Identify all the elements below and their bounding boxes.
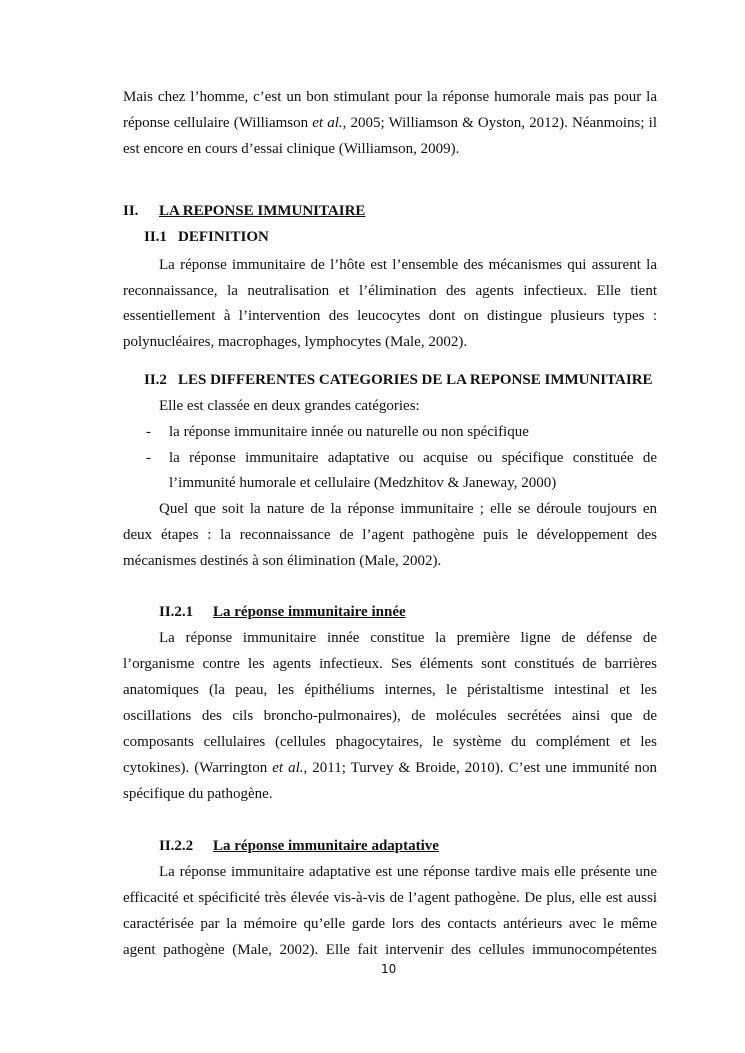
heading-title: LES DIFFERENTES CATEGORIES DE LA REPONSE IMMUNITAIRE bbox=[178, 372, 653, 388]
heading-title: DEFINITION bbox=[178, 229, 269, 245]
paragraph-line: réponse cellulaire (Williamson et al., 2005; Williamson & Oyston, 2012). Néanmoins; il bbox=[123, 115, 657, 131]
paragraph-line: mécanismes destinés à son élimination (Male, 2002). bbox=[123, 553, 442, 569]
paragraph-line: caractérisée par la mémoire qu’elle garde lors des contacts antérieurs avec le même bbox=[123, 916, 657, 932]
paragraph-line: spécifique du pathogène. bbox=[123, 786, 273, 802]
page-number: 10 bbox=[381, 962, 397, 976]
paragraph-line: La réponse immunitaire adaptative est une réponse tardive mais elle présente une bbox=[159, 864, 657, 880]
bullet-marker: - bbox=[146, 424, 151, 440]
paragraph-line: deux étapes : la reconnaissance de l’agent pathogène puis le développement des bbox=[123, 527, 657, 543]
bullet-marker: - bbox=[146, 450, 151, 466]
heading-title: La réponse immunitaire innée bbox=[213, 604, 406, 620]
heading-number: II.2.1 bbox=[159, 604, 194, 620]
paragraph-line: l’immunité humorale et cellulaire (Medzhitov & Janeway, 2000) bbox=[169, 475, 557, 491]
paragraph-line: Elle est classée en deux grandes catégories: bbox=[159, 398, 420, 414]
paragraph-line: agent pathogène (Male, 2002). Elle fait intervenir des cellules immunocompétentes bbox=[123, 942, 657, 958]
heading-number: II. bbox=[123, 203, 139, 219]
heading-number: II.2.2 bbox=[159, 838, 194, 854]
paragraph-line: cytokines). (Warrington et al., 2011; Turvey & Broide, 2010). C’est une immunité non bbox=[123, 760, 657, 776]
paragraph-line: reconnaissance, la neutralisation et l’élimination des agents infectieux. Elle tient bbox=[123, 283, 657, 299]
paragraph-line: essentiellement à l’intervention des leucocytes dont on distingue plusieurs types : bbox=[123, 308, 657, 324]
paragraph-line: La réponse immunitaire innée constitue la première ligne de défense de bbox=[159, 630, 657, 646]
paragraph-line: l’organisme contre les agents infectieux. Ses éléments sont constitués de barrières bbox=[123, 656, 657, 672]
paragraph-line: polynucléaires, macrophages, lymphocytes (Male, 2002). bbox=[123, 334, 468, 350]
paragraph-line: est encore en cours d’essai clinique (Williamson, 2009). bbox=[123, 141, 460, 157]
paragraph-line: la réponse immunitaire innée ou naturelle ou non spécifique bbox=[169, 424, 529, 440]
heading-number: II.1 bbox=[144, 229, 167, 245]
paragraph-line: composants cellulaires (cellules phagocytaires, le système du complément et les bbox=[123, 734, 657, 750]
paragraph-line: la réponse immunitaire adaptative ou acquise ou spécifique constituée de bbox=[169, 450, 657, 466]
paragraph-line: La réponse immunitaire de l’hôte est l’ensemble des mécanismes qui assurent la bbox=[159, 257, 657, 273]
paragraph-line: Mais chez l’homme, c’est un bon stimulant pour la réponse humorale mais pas pour la bbox=[123, 89, 657, 105]
paragraph-line: oscillations des cils broncho-pulmonaires), de molécules secrétées ainsi que de bbox=[123, 708, 657, 724]
paragraph-line: Quel que soit la nature de la réponse immunitaire ; elle se déroule toujours en bbox=[159, 501, 657, 517]
heading-title: La réponse immunitaire adaptative bbox=[213, 838, 439, 854]
heading-title: LA REPONSE IMMUNITAIRE bbox=[159, 203, 366, 219]
paragraph-line: anatomiques (la peau, les épithéliums internes, le péristaltisme intestinal et les bbox=[123, 682, 657, 698]
heading-number: II.2 bbox=[144, 372, 167, 388]
paragraph-line: efficacité et spécificité très élevée vis-à-vis de l’agent pathogène. De plus, elle est aussi bbox=[123, 890, 657, 906]
